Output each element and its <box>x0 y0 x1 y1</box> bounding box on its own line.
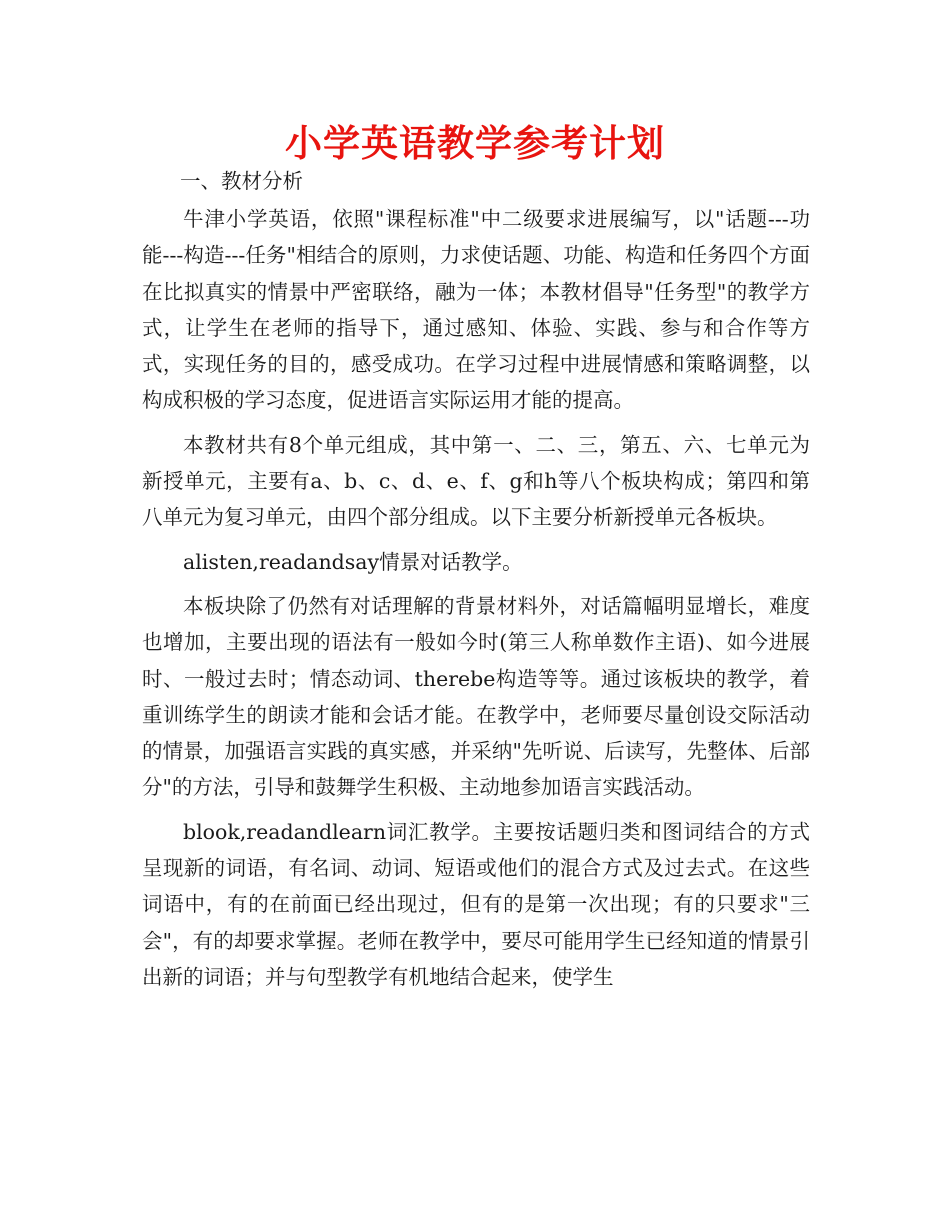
paragraph: blook,readandlearn词汇教学。主要按话题归类和图词结合的方式呈现新的词语，有名词、动词、短语或他们的混合方式及过去式。在这些词语中，有的在前面已经出现过，但有的是第一次出现；有的只要求"三会"，有的却要求掌握。老师在教学中，要尽可能用学生已经知道的情景引出新的词语；并与句型教学有机地结合起来，使学生 <box>142 819 810 989</box>
paragraph: 本板块除了仍然有对话理解的背景材料外，对话篇幅明显增长，难度也增加，主要出现的语法有一般如今时(第三人称单数作主语)、如今进展时、一般过去时；情态动词、therebe构造等等。通过该板块的教学，着重训练学生的朗读才能和会话才能。在教学中，老师要尽量创设交际活动的情景，加强语言实践的真实感，并采纳"先听说、后读写，先整体、后部分"的方法，引导和鼓舞学生积极、主动地参加语言实践活动。 <box>142 593 810 800</box>
paragraph: alisten,readandsay情景对话教学。 <box>183 549 523 574</box>
document-body <box>142 165 810 995</box>
paragraph: 本教材共有8个单元组成，其中第一、二、三，第五、六、七单元为新授单元，主要有a、b、c、d、e、f、g和h等八个板块构成；第四和第八单元为复习单元，由四个部分组成。以下主要分析新授单元各板块。 <box>142 432 810 530</box>
document-title: 小学英语教学参考计划 <box>285 122 665 165</box>
paragraph: 牛津小学英语，依照"课程标准"中二级要求进展编写，以"话题---功能---构造---任务"相结合的原则，力求使话题、功能、构造和任务四个方面在比拟真实的情景中严密联络，融为一体；本教材倡导"任务型"的教学方式，让学生在老师的指导下，通过感知、体验、实践、参与和合作等方式，实现任务的目的，感受成功。在学习过程中进展情感和策略调整，以构成积极的学习态度，促进语言实际运用才能的提高。 <box>142 207 810 413</box>
section-heading: 一、教材分析 <box>180 169 303 193</box>
